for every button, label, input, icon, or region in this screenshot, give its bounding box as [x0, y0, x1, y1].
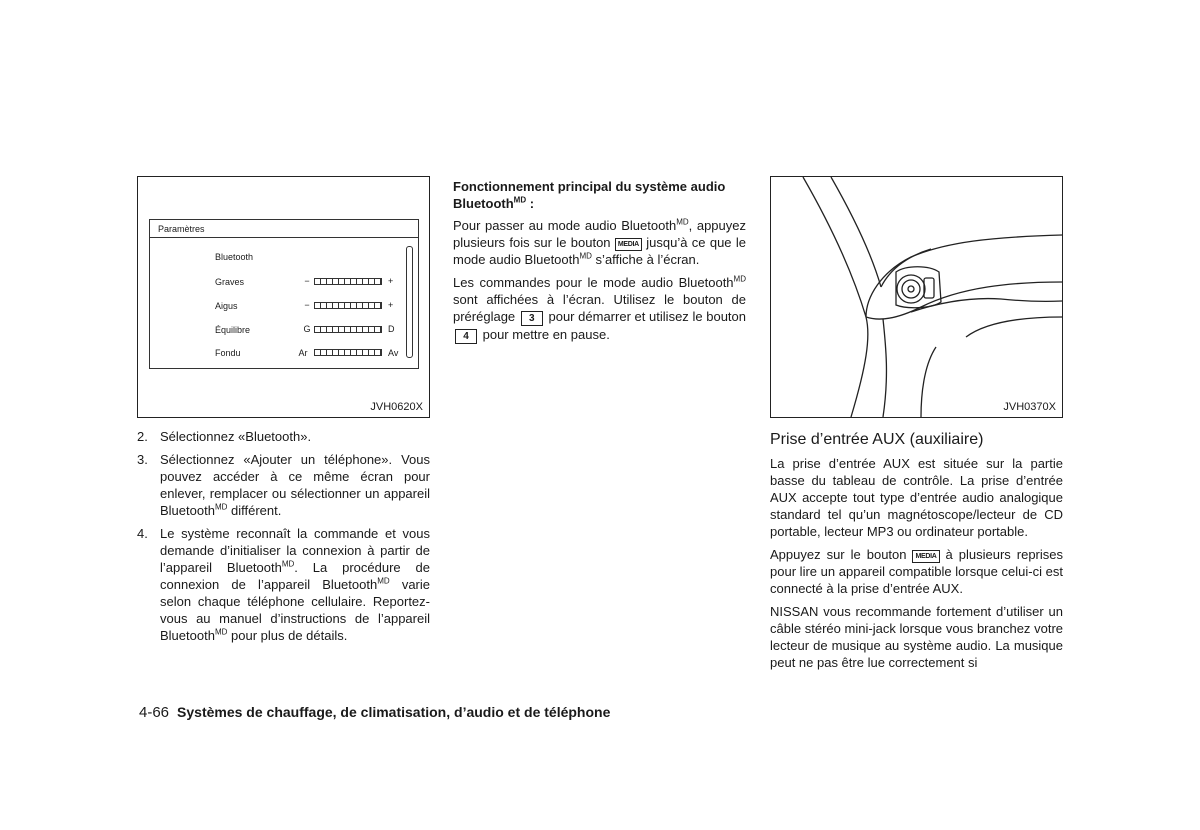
heading-text: Fonctionnement principal du système audio Bluetooth: [453, 179, 726, 211]
paragraph-text: à plusieurs reprises pour lire un appareil compatible lorsque celui-ci est connecté à la prise d’entrée AUX.: [770, 547, 1063, 596]
level-bar-equilibre: [314, 326, 382, 333]
paragraph: [453, 217, 746, 268]
page-footer: [139, 704, 610, 721]
trademark-sup: MD: [377, 576, 390, 586]
trademark-sup: MD: [281, 559, 295, 569]
aux-jack-drawing: [771, 177, 1062, 417]
step-text: pour plus de détails.: [227, 628, 348, 643]
trademark-sup: MD: [214, 502, 228, 512]
step-number: 3.: [137, 452, 148, 467]
section-heading: [453, 178, 746, 212]
step-text: différent.: [227, 503, 282, 518]
media-button-icon: MEDIA: [912, 550, 939, 563]
step-text: . La procédure de connexion de l’appareil Bluetooth: [160, 560, 430, 592]
step-text: Sélectionnez «Ajouter un téléphone». Vous pouvez accéder à ce même écran pour enlever, remplacer ou sélectionner un appareil Bluetooth: [160, 452, 430, 518]
heading-text: :: [526, 196, 535, 211]
paragraph-text: pour démarrer et utilisez le bouton: [544, 309, 746, 324]
screen-divider: [150, 237, 418, 238]
row-label-graves: Graves: [215, 277, 245, 287]
row-label-equilibre: Équilibre: [215, 325, 251, 335]
figure-code-left: JVH0620X: [370, 401, 423, 413]
trademark-sup: MD: [676, 217, 689, 227]
paragraph-text: jusqu’à ce que le mode audio Bluetooth: [453, 235, 746, 267]
level-bar-aigus: [314, 302, 382, 309]
page-number: 4-66: [139, 704, 170, 721]
left-column-steps: [137, 428, 430, 650]
trademark-sup: MD: [733, 274, 746, 284]
right-column: [770, 455, 1063, 677]
aux-jack-illustration: [770, 176, 1063, 418]
trademark-sup: MD: [579, 251, 592, 261]
step-text: Le système reconnaît la commande et vous demande d’initialiser la connexion à partir de l’appareil Bluetooth: [160, 526, 430, 575]
chapter-title: Systèmes de chauffage, de climatisation, d’audio et de téléphone: [177, 704, 611, 720]
preset-3-button-icon: 3: [521, 311, 543, 326]
settings-screen: [149, 219, 419, 369]
paragraph: La prise d’entrée AUX est située sur la partie basse du tableau de contrôle. La prise d’entrée AUX accepte tout type d’entrée audio analogique standard tel qu’un magnétoscope/lecteur de CD portable, lecteur MP3 ou ordinateur portable.: [770, 456, 1063, 539]
level-bar-fondu: [314, 349, 382, 356]
paragraph-text: sont affichées à l’écran. Utilisez le bouton de préréglage: [453, 292, 746, 324]
paragraph-text: Les commandes pour le mode audio Bluetooth: [453, 275, 734, 290]
paragraph: [770, 546, 1063, 597]
row-left-aigus: −: [304, 300, 310, 310]
paragraph-text: , appuyez plusieurs fois sur le bouton: [453, 218, 746, 250]
screen-title: Paramètres: [158, 224, 205, 234]
paragraph-text: Appuyez sur le bouton: [770, 547, 913, 562]
settings-screen-figure: [137, 176, 430, 418]
row-right-aigus: +: [388, 300, 394, 310]
paragraph: NISSAN vous recommande fortement d’utiliser un câble stéréo mini-jack lorsque vous branchez votre lecteur de musique au système audio. La musique peut ne pas être lue correctement si: [770, 604, 1063, 670]
step-item: [137, 525, 430, 644]
figure-code-right: JVH0370X: [1003, 401, 1056, 413]
row-label-bluetooth: Bluetooth: [215, 252, 254, 262]
level-bar-graves: [314, 278, 382, 285]
paragraph-text: Pour passer au mode audio Bluetooth: [453, 218, 677, 233]
middle-column: [453, 178, 746, 350]
row-label-fondu: Fondu: [215, 348, 241, 358]
trademark-sup: MD: [214, 627, 228, 637]
row-left-graves: −: [304, 276, 310, 286]
row-left-fondu: Ar: [298, 348, 308, 358]
row-right-equilibre: D: [388, 324, 395, 334]
row-left-equilibre: G: [303, 324, 311, 334]
step-item: [137, 451, 430, 519]
step-text: Sélectionnez «Bluetooth».: [160, 429, 312, 444]
step-number: 2.: [137, 429, 148, 444]
screen-scrollbar: [406, 246, 413, 358]
paragraph: [453, 274, 746, 344]
row-label-aigus: Aigus: [215, 301, 238, 311]
preset-4-button-icon: 4: [455, 329, 477, 344]
paragraph-text: s’affiche à l’écran.: [591, 252, 700, 267]
paragraph-text: pour mettre en pause.: [479, 327, 610, 342]
media-button-icon: MEDIA: [615, 238, 642, 251]
step-text: varie selon chaque téléphone cellulaire. Reportez-vous au manuel d’instructions de l’appareil Bluetooth: [160, 577, 430, 643]
section-title: Prise d’entrée AUX (auxiliaire): [770, 431, 984, 448]
step-number: 4.: [137, 526, 148, 541]
trademark-sup: MD: [513, 195, 527, 205]
step-item: [137, 428, 430, 445]
row-right-fondu: Av: [388, 348, 399, 358]
row-right-graves: +: [388, 276, 394, 286]
